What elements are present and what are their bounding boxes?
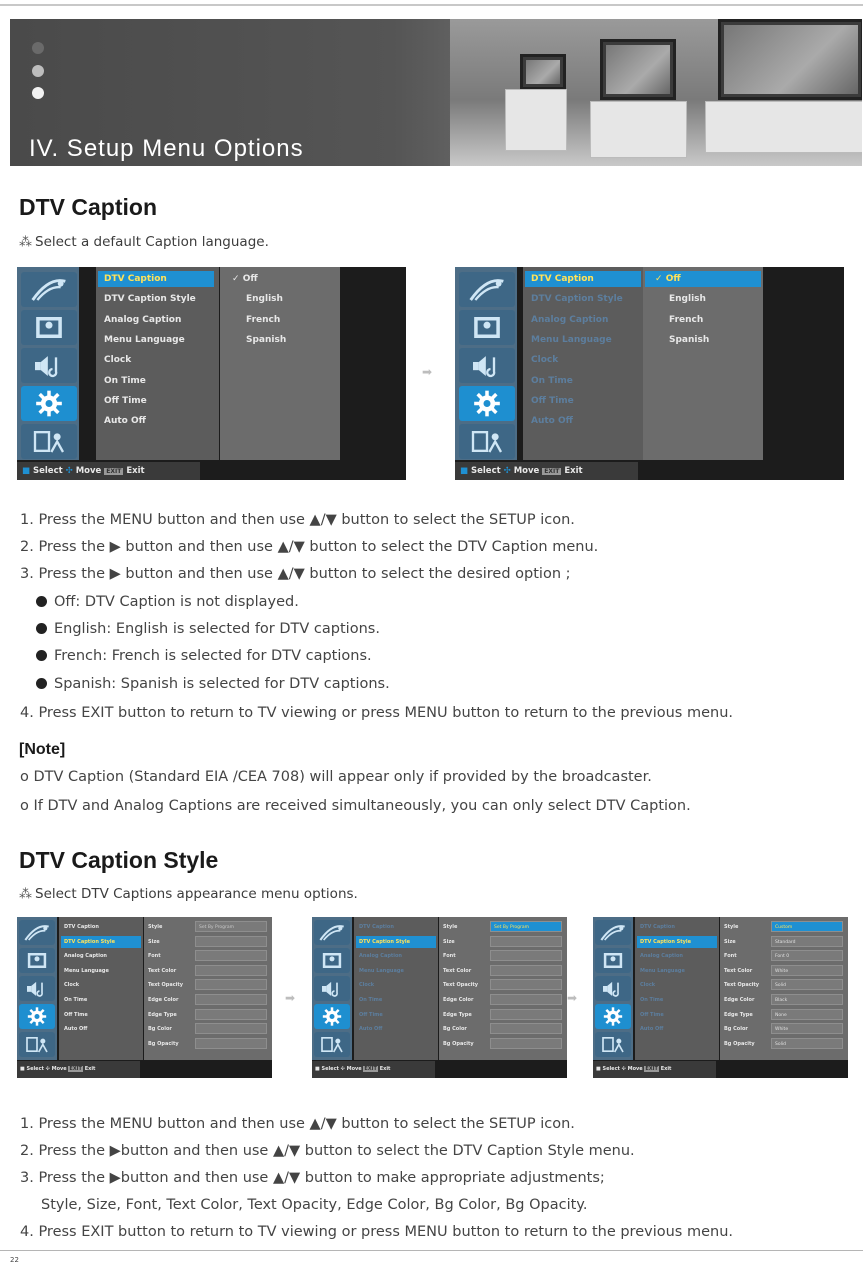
satellite-icon xyxy=(595,920,631,945)
footer-move: Move xyxy=(346,1066,362,1072)
setting-value[interactable]: White xyxy=(771,1023,843,1034)
step-1: 1. Press the MENU button and then use ▲/▼ button to select the SETUP icon. xyxy=(20,1116,575,1132)
osd-menu-item[interactable]: DTV Caption Style xyxy=(637,936,717,948)
osd-menu-item[interactable]: On Time xyxy=(640,997,664,1003)
osd-menu-item[interactable]: Menu Language xyxy=(531,334,612,345)
setting-label: Font xyxy=(443,953,456,960)
osd-footer xyxy=(312,1061,435,1078)
osd-menu-item[interactable]: Clock xyxy=(104,355,132,366)
setting-value[interactable]: White xyxy=(771,965,843,976)
next-step-arrow: ➡ xyxy=(567,991,578,1005)
picture-icon xyxy=(459,310,515,345)
osd-menu-caption-style-3 xyxy=(593,917,848,1078)
osd-menu-item[interactable]: Off Time xyxy=(531,395,574,406)
setting-label: Edge Type xyxy=(148,1011,177,1018)
setting-label: Edge Color xyxy=(724,997,755,1003)
osd-option-item[interactable]: English xyxy=(669,294,706,305)
footer-select: Select xyxy=(33,466,63,476)
osd-menu-item[interactable]: Auto Off xyxy=(640,1026,664,1033)
setting-label: Style xyxy=(148,924,163,930)
move-icon: ✣ xyxy=(500,466,514,476)
option-label: Off xyxy=(665,274,681,284)
next-step-arrow: ➡ xyxy=(422,365,433,379)
footer-select: Select xyxy=(602,1066,620,1072)
setting-label: Bg Opacity xyxy=(148,1040,179,1047)
footer-move: Move xyxy=(627,1066,643,1072)
select-key-icon: ■ xyxy=(20,1066,27,1072)
select-key-icon: ■ xyxy=(315,1066,322,1072)
satellite-icon xyxy=(19,920,55,945)
footer-exit: Exit xyxy=(379,1066,391,1072)
osd-menu-item[interactable]: Off Time xyxy=(359,1011,383,1018)
setting-label: Bg Opacity xyxy=(443,1040,474,1047)
osd-footer xyxy=(17,462,200,480)
note-line: o DTV Caption (Standard EIA /CEA 708) will appear only if provided by the broadcaster. xyxy=(20,769,652,785)
select-key-icon: ■ xyxy=(596,1066,603,1072)
setting-label: Text Color xyxy=(443,967,472,974)
showroom-photo xyxy=(450,19,862,166)
sound-icon xyxy=(21,348,77,383)
setting-value[interactable]: Solid xyxy=(771,1038,843,1049)
gear-icon xyxy=(314,1004,350,1029)
picture-icon xyxy=(19,948,55,973)
osd-menu-item[interactable]: DTV Caption xyxy=(359,924,394,930)
input-icon xyxy=(19,1032,55,1057)
setting-label: Edge Color xyxy=(443,997,474,1003)
osd-menu-item[interactable]: Off Time xyxy=(64,1011,88,1018)
osd-menu-item[interactable]: Menu Language xyxy=(640,967,685,974)
sound-icon xyxy=(19,976,55,1001)
setting-label: Edge Color xyxy=(148,997,179,1003)
setting-label: Bg Color xyxy=(148,1026,172,1033)
satellite-icon xyxy=(314,920,350,945)
satellite-icon xyxy=(21,272,77,307)
setting-value[interactable] xyxy=(490,965,562,976)
gear-icon xyxy=(19,1004,55,1029)
picture-icon xyxy=(595,948,631,973)
footer-exit: Exit xyxy=(126,466,145,476)
setting-value[interactable] xyxy=(195,950,267,961)
osd-footer xyxy=(593,1061,716,1078)
setting-value[interactable] xyxy=(490,950,562,961)
setting-value[interactable] xyxy=(195,1009,267,1020)
section-banner xyxy=(10,19,862,166)
footer-select: Select xyxy=(26,1066,44,1072)
osd-option-item[interactable]: Spanish xyxy=(246,334,287,345)
note-heading: [Note] xyxy=(19,741,66,758)
osd-menu-caption-style-1 xyxy=(17,917,272,1078)
picture-icon xyxy=(21,310,77,345)
gear-icon xyxy=(459,386,515,421)
osd-menu-dtv-caption-after xyxy=(455,267,844,480)
osd-menu-item[interactable]: Menu Language xyxy=(64,967,109,974)
step-3: 3. Press the ▶button and then use ▲/▼ button to make appropriate adjustments; xyxy=(20,1170,605,1186)
setting-label: Text Opacity xyxy=(148,982,184,989)
step-3-options: Style, Size, Font, Text Color, Text Opacity, Edge Color, Bg Color, Bg Opacity. xyxy=(41,1197,588,1213)
osd-menu-item[interactable]: Auto Off xyxy=(64,1026,88,1033)
chapter-title: IV. Setup Menu Options xyxy=(29,135,304,162)
dtv-caption-style-heading: DTV Caption Style xyxy=(19,847,219,873)
osd-option-item[interactable]: Spanish xyxy=(669,334,710,345)
step-3: 3. Press the ▶ button and then use ▲/▼ button to select the desired option ; xyxy=(20,566,571,582)
setting-value[interactable] xyxy=(195,1023,267,1034)
osd-option-item[interactable]: French xyxy=(246,314,281,325)
gear-icon xyxy=(21,386,77,421)
setting-value[interactable]: Set By Program xyxy=(195,921,267,932)
input-icon xyxy=(314,1032,350,1057)
osd-menu-item[interactable]: Auto Off xyxy=(531,416,573,427)
setting-value[interactable]: Solid xyxy=(771,979,843,990)
footer-exit: Exit xyxy=(84,1066,96,1072)
setting-value[interactable] xyxy=(490,1009,562,1020)
step-4: 4. Press EXIT button to return to TV viewing or press MENU button to return to the previous menu. xyxy=(20,705,733,721)
osd-menu-item[interactable]: Analog Caption xyxy=(104,314,182,325)
footer-exit: Exit xyxy=(564,466,583,476)
sparkle-icon: ⁂ xyxy=(19,235,32,250)
osd-menu-item[interactable]: DTV Caption Style xyxy=(104,294,196,305)
osd-menu-item[interactable]: DTV Caption xyxy=(98,271,214,287)
setting-label: Bg Opacity xyxy=(724,1040,755,1047)
note-line: o If DTV and Analog Captions are received simultaneously, you can only select DTV Caption. xyxy=(20,798,691,814)
move-icon: ✣ xyxy=(338,1066,347,1072)
bullet-item: French: French is selected for DTV captions. xyxy=(36,648,372,664)
input-icon xyxy=(595,1032,631,1057)
step-2: 2. Press the ▶ button and then use ▲/▼ button to select the DTV Caption menu. xyxy=(20,539,599,555)
setting-value[interactable] xyxy=(490,994,562,1005)
setting-value[interactable]: None xyxy=(771,1009,843,1020)
option-label: Off xyxy=(242,274,258,284)
footer-select: Select xyxy=(321,1066,339,1072)
move-icon: ✣ xyxy=(619,1066,628,1072)
move-icon: ✣ xyxy=(62,466,76,476)
setting-value[interactable] xyxy=(195,936,267,947)
osd-menu-item[interactable]: On Time xyxy=(359,997,383,1003)
page-number: 22 xyxy=(10,1256,19,1264)
setting-value[interactable]: Font 0 xyxy=(771,950,843,961)
setting-value[interactable]: Standard xyxy=(771,936,843,947)
setting-label: Style xyxy=(724,924,739,930)
osd-menu-item[interactable]: On Time xyxy=(104,375,146,386)
osd-menu-dtv-caption-before xyxy=(17,267,406,480)
osd-footer xyxy=(455,462,638,480)
setting-label: Edge Type xyxy=(724,1011,753,1018)
osd-menu-item[interactable]: DTV Caption Style xyxy=(356,936,436,948)
setting-label: Bg Color xyxy=(443,1026,467,1033)
setting-value[interactable] xyxy=(490,936,562,947)
osd-menu-item[interactable]: DTV Caption xyxy=(525,271,641,287)
footer-exit-key: EXIT xyxy=(364,1066,377,1072)
bullet-item: Spanish: Spanish is selected for DTV captions. xyxy=(36,676,390,692)
setting-label: Size xyxy=(443,938,455,945)
bullet-item: English: English is selected for DTV captions. xyxy=(36,621,380,637)
osd-menu-item[interactable]: Clock xyxy=(359,982,375,989)
osd-menu-item[interactable]: Analog Caption xyxy=(531,314,609,325)
next-step-arrow: ➡ xyxy=(285,991,296,1005)
dtv-caption-heading: DTV Caption xyxy=(19,194,157,220)
setting-value[interactable] xyxy=(195,965,267,976)
setting-label: Size xyxy=(148,938,160,945)
osd-menu-item[interactable]: On Time xyxy=(531,375,573,386)
select-key-icon: ■ xyxy=(22,466,33,476)
setting-label: Text Opacity xyxy=(724,982,760,989)
check-icon: ✓ xyxy=(232,274,243,284)
setting-label: Text Opacity xyxy=(443,982,479,989)
setting-value[interactable] xyxy=(490,1023,562,1034)
sound-icon xyxy=(459,348,515,383)
setting-label: Edge Type xyxy=(443,1011,472,1018)
osd-menu-item[interactable]: Clock xyxy=(640,982,656,989)
setting-label: Text Color xyxy=(724,967,753,974)
osd-option-item[interactable] xyxy=(222,271,338,287)
check-icon: ✓ xyxy=(655,274,666,284)
setting-value[interactable]: Black xyxy=(771,994,843,1005)
dtv-caption-subtitle: ⁂ Select a default Caption language. xyxy=(19,234,269,250)
footer-move: Move xyxy=(75,466,102,476)
osd-menu-item[interactable]: On Time xyxy=(64,997,88,1003)
sound-icon xyxy=(595,976,631,1001)
top-rule xyxy=(0,4,863,6)
osd-menu-item[interactable]: DTV Caption xyxy=(640,924,675,930)
osd-option-item[interactable]: French xyxy=(669,314,704,325)
gear-icon xyxy=(595,1004,631,1029)
osd-menu-item[interactable]: Off Time xyxy=(104,395,147,406)
bottom-rule xyxy=(0,1250,863,1251)
osd-menu-item[interactable]: Off Time xyxy=(640,1011,664,1018)
footer-exit-key: EXIT xyxy=(544,468,560,475)
satellite-icon xyxy=(459,272,515,307)
osd-menu-item[interactable]: DTV Caption Style xyxy=(61,936,141,948)
osd-menu-item[interactable]: Auto Off xyxy=(104,416,146,427)
osd-menu-item[interactable]: DTV Caption xyxy=(64,924,99,930)
osd-menu-item[interactable]: Menu Language xyxy=(104,334,185,345)
footer-select: Select xyxy=(471,466,501,476)
step-1: 1. Press the MENU button and then use ▲/▼ button to select the SETUP icon. xyxy=(20,512,575,528)
setting-value[interactable] xyxy=(195,994,267,1005)
footer-exit: Exit xyxy=(660,1066,672,1072)
picture-icon xyxy=(314,948,350,973)
banner-dot xyxy=(32,42,44,54)
step-2: 2. Press the ▶button and then use ▲/▼ button to select the DTV Caption Style menu. xyxy=(20,1143,635,1159)
setting-label: Style xyxy=(443,924,458,930)
footer-move: Move xyxy=(513,466,540,476)
osd-menu-item[interactable]: Analog Caption xyxy=(640,953,683,960)
setting-label: Font xyxy=(724,953,737,960)
setting-label: Font xyxy=(148,953,161,960)
osd-option-item[interactable]: English xyxy=(246,294,283,305)
setting-value[interactable] xyxy=(490,1038,562,1049)
osd-menu-item[interactable]: Auto Off xyxy=(359,1026,383,1033)
footer-exit-key: EXIT xyxy=(645,1066,658,1072)
setting-value[interactable]: Custom xyxy=(771,921,843,932)
osd-menu-item[interactable]: Analog Caption xyxy=(64,953,107,960)
select-key-icon: ■ xyxy=(460,466,471,476)
setting-value[interactable] xyxy=(195,1038,267,1049)
osd-menu-caption-style-2 xyxy=(312,917,567,1078)
setting-label: Text Color xyxy=(148,967,177,974)
footer-move: Move xyxy=(51,1066,67,1072)
footer-exit-key: EXIT xyxy=(69,1066,82,1072)
osd-option-item[interactable] xyxy=(645,271,761,287)
input-icon xyxy=(21,424,77,459)
osd-menu-item[interactable]: Clock xyxy=(64,982,80,989)
setting-value[interactable] xyxy=(195,979,267,990)
move-icon: ✣ xyxy=(43,1066,52,1072)
setting-value[interactable] xyxy=(490,979,562,990)
bullet-item: Off: DTV Caption is not displayed. xyxy=(36,594,299,610)
input-icon xyxy=(459,424,515,459)
sound-icon xyxy=(314,976,350,1001)
osd-menu-item[interactable]: Clock xyxy=(531,355,559,366)
osd-menu-item[interactable]: Analog Caption xyxy=(359,953,402,960)
banner-dot xyxy=(32,65,44,77)
setting-label: Bg Color xyxy=(724,1026,748,1033)
dtv-caption-style-subtitle: ⁂ Select DTV Captions appearance menu options. xyxy=(19,886,358,902)
osd-menu-item[interactable]: Menu Language xyxy=(359,967,404,974)
setting-value[interactable]: Set By Program xyxy=(490,921,562,932)
footer-exit-key: EXIT xyxy=(106,468,122,475)
sparkle-icon: ⁂ xyxy=(19,887,32,902)
banner-dot xyxy=(32,87,44,99)
osd-menu-item[interactable]: DTV Caption Style xyxy=(531,294,623,305)
setting-label: Size xyxy=(724,938,736,945)
step-4: 4. Press EXIT button to return to TV viewing or press MENU button to return to the previous menu. xyxy=(20,1224,733,1240)
osd-footer xyxy=(17,1061,140,1078)
